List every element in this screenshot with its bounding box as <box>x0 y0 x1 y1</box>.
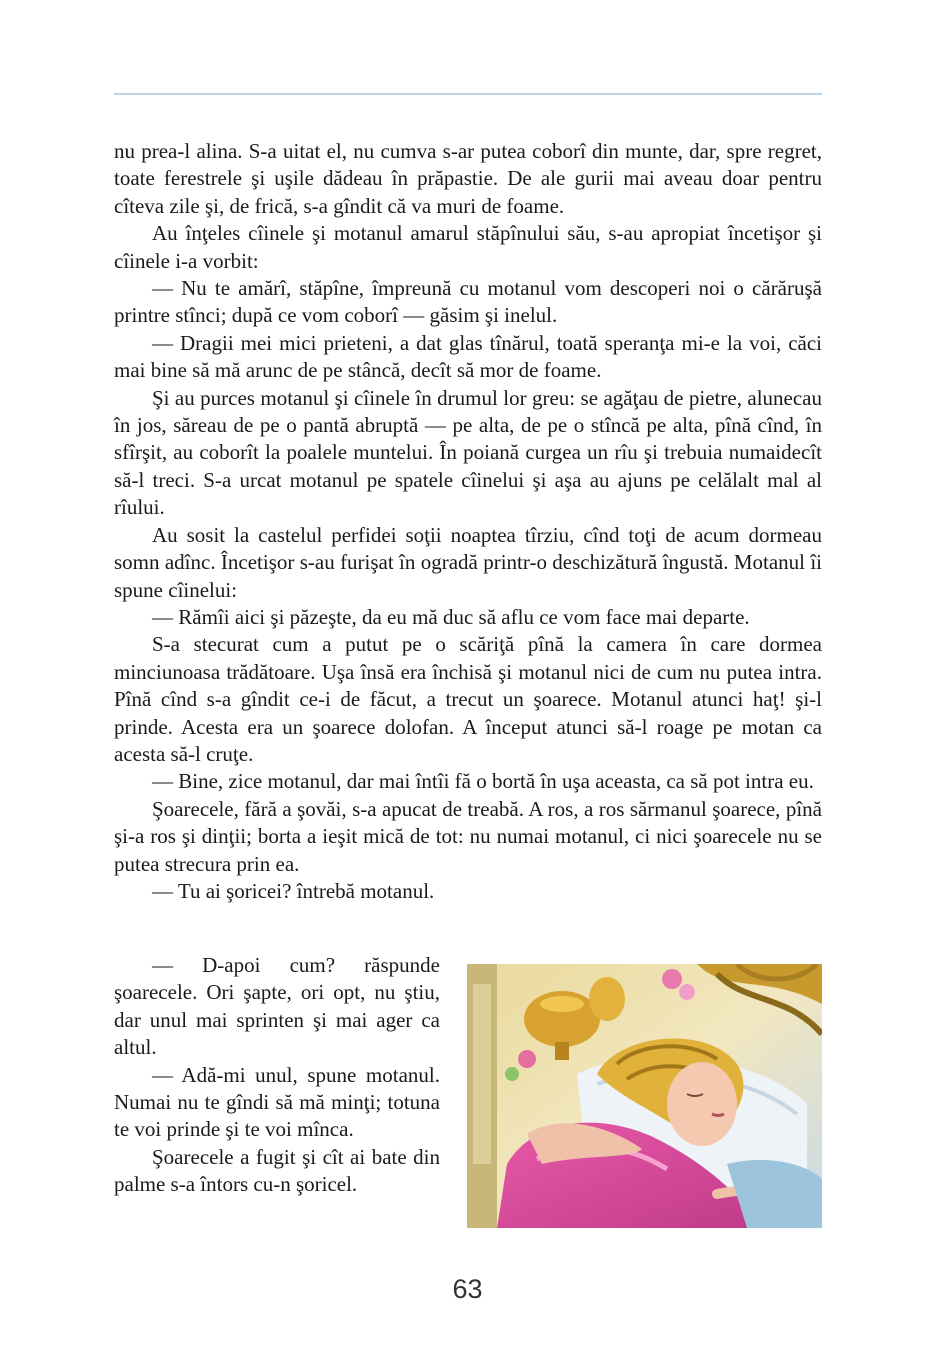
paragraph: — D-apoi cum? răspunde şoarecele. Ori şapte, ori opt, nu ştiu, dar unul mai sprinten şi mai ager ca altul. <box>114 953 440 1060</box>
paragraph: Şoarecele a fugit şi cît ai bate din palme s-a întors cu-n şoricel. <box>114 1144 440 1197</box>
main-text <box>114 138 822 905</box>
paragraph: — Tu ai şoricei? întrebă motanul. <box>152 878 435 903</box>
paragraph: — Adă-mi unul, spune motanul. Numai nu te gîndi să mă minţi; totuna te voi prinde şi te voi mînca. <box>114 1062 440 1142</box>
paragraph: Şoarecele, fără a şovăi, s-a apucat de treabă. A ros, a ros sărmanul şoarece, pînă şi-a ros şi dinţii; borta a ieşit mică de tot: nu numai motanul, ci nici şoarecele nu se putea strecura prin ea. <box>114 796 822 876</box>
paragraph: Au înţeles cîinele şi motanul amarul stăpînului său, s-au apropiat încetişor şi cîinele i-a vorbit: <box>114 221 822 273</box>
paragraph: — Rămîi aici şi păzeşte, da eu mă duc să aflu ce vom face mai departe. <box>152 604 750 629</box>
paragraph: Şi au purces motanul şi cîinele în drumul lor greu: se agăţau de pietre, alunecau în jos, săreau de pe o pantă abruptă — pe alta, de pe o stîncă pe alta, pînă cînd, în sfîrşit, au coborît la poalele muntelui. În poiană curgea un rîu şi trebuia numaidecît să-l treci. S-a urcat motanul pe spatele cîinelui şi aşa au ajuns pe celălalt mal al rîului. <box>114 385 822 520</box>
paragraph: — Nu te amărî, stăpîne, împreună cu motanul vom descoperi noi o cărăruşă printre stînci; după ce vom coborî — găsim şi inelul. <box>114 276 822 328</box>
paragraph: S-a stecurat cum a putut pe o scăriţă pînă la camera în care dormea minciunoasa trădătoare. Uşa însă era închisă şi motanul nici de cum nu putea intra. Pînă cînd s-a gîndit ce-i de făcut, a trecut un şoarece. Motanul atunci haţ! şi-l prinde. Acesta era un şoarece dolofan. A început atunci să-l roage pe motan ca acesta să-l cruţe. <box>114 632 822 766</box>
header-rule <box>114 93 822 95</box>
paragraph: — Bine, zice motanul, dar mai întîi fă o bortă în uşa aceasta, ca să pot intra eu. <box>152 769 814 794</box>
side-text <box>114 952 440 1199</box>
page-number: 63 <box>452 1274 483 1304</box>
paragraph: Au sosit la castelul perfidei soţii noaptea tîrziu, cînd toţi de acum dormeau somn adînc. Încetişor s-au furişat în ogradă printr-o deschizătură îngustă. Motanul îi spune cîinelui: <box>114 522 822 602</box>
sleeping-woman-illustration <box>467 964 822 1228</box>
paragraph: nu prea-l alina. S-a uitat el, nu cumva s-ar putea coborî din munte, dar, spre regret, toate ferestrele şi uşile dădeau în prăpastie. De ale gurii mai aveau doar pentru cîteva zile şi, de frică, s-a gîndit că va muri de foame. <box>114 139 822 218</box>
paragraph: — Dragii mei mici prieteni, a dat glas tînărul, toată speranţa mi-e la voi, căci mai bine să mă arunc de pe stâncă, decît să mor de foame. <box>114 330 822 383</box>
